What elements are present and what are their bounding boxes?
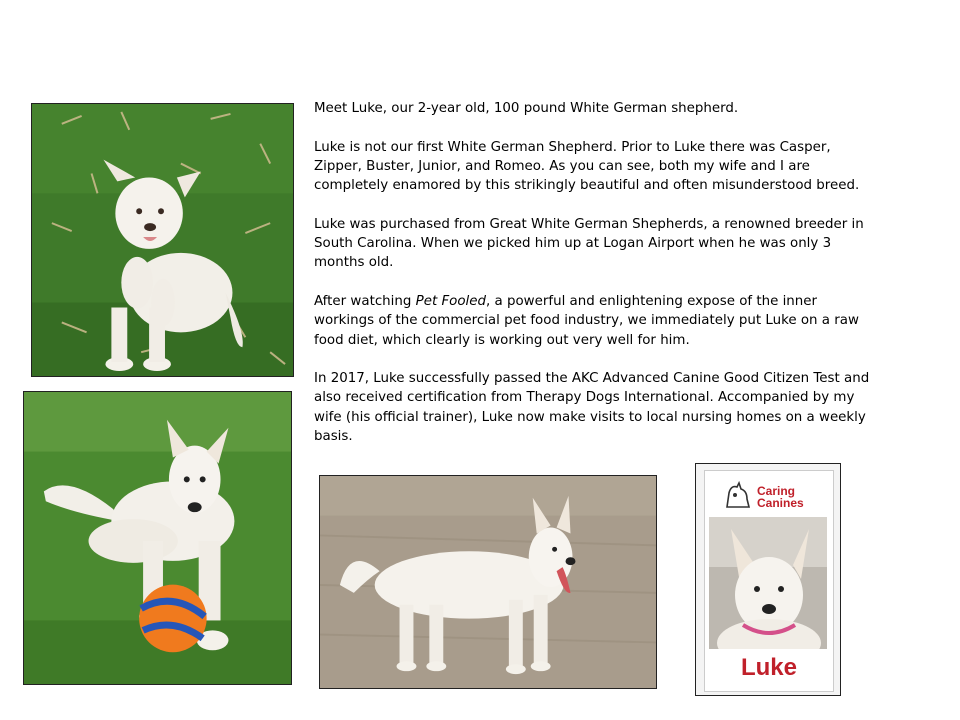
dog-with-ball-photo: [23, 391, 292, 685]
intro-paragraph: Meet Luke, our 2-year old, 100 pound White German shepherd.: [314, 101, 739, 116]
badge-logo-text: [757, 485, 804, 509]
badge-logo-line2: Canines: [757, 496, 804, 510]
badge-face: [704, 470, 834, 692]
diet-paragraph: [314, 292, 874, 350]
puppy-on-grass-photo: [31, 103, 294, 377]
diet-text-after: , a powerful and enlightening expose of the inner workings of the commercial pet food industry, we immediately put Luke on a raw food diet, which clearly is working out very well for him.: [314, 293, 859, 348]
badge-photo: [709, 517, 827, 649]
breeder-paragraph: Luke was purchased from Great White German Shepherds, a renowned breeder in South Carolina. When we picked him up at Logan Airport when he was only 3 months old.: [314, 216, 864, 271]
certification-paragraph: In 2017, Luke successfully passed the AKC Advanced Canine Good Citizen Test and also received certification from Therapy Dogs International. Accompanied by my wife (his official trainer), Luke now make visits to local nursing homes on a weekly basis.: [314, 371, 870, 445]
film-title: Pet Fooled: [415, 293, 487, 309]
previous-dogs-paragraph: Luke is not our first White German Shepherd. Prior to Luke there was Casper, Zipper, Buster, Junior, and Romeo. As you can see, both my wife and I are completely enamored by this strikingly beautiful and often misunderstood breed.: [314, 139, 860, 194]
dog-on-beach-photo: [319, 475, 657, 689]
badge-dog-name: Luke: [740, 654, 797, 681]
caring-canines-logo-icon: [723, 481, 753, 509]
diet-text-before: After watching: [314, 293, 416, 309]
caring-canines-badge: [695, 463, 841, 696]
badge-logo-line1: Caring: [757, 484, 796, 498]
text-block: [314, 99, 874, 466]
